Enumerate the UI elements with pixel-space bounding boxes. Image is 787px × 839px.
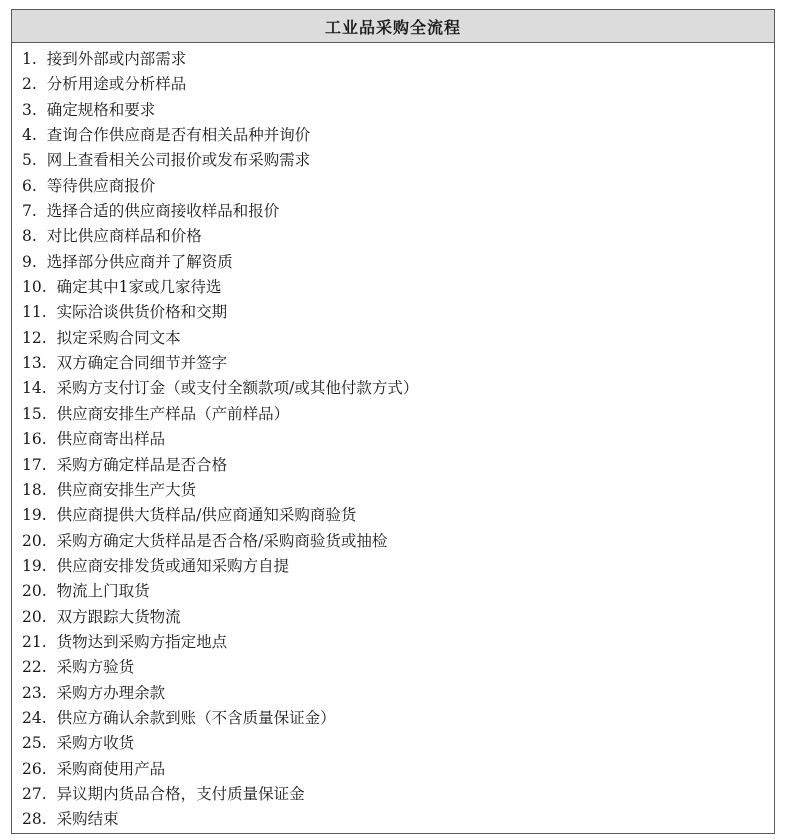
step-text: 采购结束 — [56, 810, 119, 829]
step-list — [12, 43, 774, 833]
list-item — [12, 579, 774, 604]
step-text: 对比供应商样品和价格 — [46, 227, 202, 246]
step-number: 8. — [22, 227, 37, 246]
list-item — [12, 731, 774, 756]
list-item — [12, 98, 774, 123]
step-text: 供应商安排发货或通知采购方自提 — [56, 556, 290, 575]
step-text: 采购方收货 — [56, 734, 135, 753]
step-number: 25. — [22, 734, 47, 753]
step-number: 16. — [22, 430, 47, 449]
step-number: 2. — [22, 75, 37, 94]
list-item — [12, 453, 774, 478]
list-item — [12, 123, 774, 148]
step-text: 网上查看相关公司报价或发布采购需求 — [46, 151, 311, 170]
step-text: 等待供应商报价 — [46, 176, 156, 195]
step-number: 20. — [22, 531, 47, 550]
step-number: 4. — [22, 126, 37, 145]
step-number: 9. — [22, 252, 37, 271]
step-number: 21. — [22, 632, 47, 651]
step-number: 11. — [22, 303, 47, 322]
step-text: 双方确定合同细节并签字 — [56, 354, 228, 373]
step-number: 26. — [22, 759, 47, 778]
step-number: 12. — [22, 328, 47, 347]
list-item — [12, 529, 774, 554]
list-item — [12, 275, 774, 300]
list-item — [12, 503, 774, 528]
process-table — [11, 9, 775, 834]
step-text: 双方跟踪大货物流 — [56, 607, 181, 626]
step-text: 采购方办理余款 — [56, 683, 166, 702]
step-text: 采购方验货 — [56, 658, 135, 677]
step-number: 18. — [22, 480, 47, 499]
step-number: 14. — [22, 379, 47, 398]
step-text: 接到外部或内部需求 — [46, 50, 187, 68]
step-text: 选择部分供应商并了解资质 — [46, 252, 233, 271]
step-text: 供应方确认余款到账（不含质量保证金） — [56, 708, 336, 727]
step-number: 13. — [22, 354, 47, 373]
list-item — [12, 554, 774, 579]
list-item — [12, 630, 774, 655]
list-item — [12, 757, 774, 782]
step-text: 供应商提供大货样品/供应商通知采购商验货 — [56, 506, 357, 525]
list-item — [12, 706, 774, 731]
step-number: 7. — [22, 202, 37, 221]
list-item — [12, 402, 774, 427]
step-text: 供应商寄出样品 — [56, 430, 166, 449]
list-item — [12, 655, 774, 680]
step-text: 采购方确定样品是否合格 — [56, 455, 228, 474]
list-item — [12, 681, 774, 706]
step-text: 实际洽谈供货价格和交期 — [56, 303, 228, 322]
step-text: 拟定采购合同文本 — [56, 328, 181, 347]
step-text: 物流上门取货 — [56, 582, 150, 601]
list-item — [12, 478, 774, 503]
list-item — [12, 148, 774, 173]
list-item — [12, 376, 774, 401]
step-number: 22. — [22, 658, 47, 677]
step-text: 供应商安排生产样品（产前样品） — [56, 404, 290, 423]
step-text: 货物达到采购方指定地点 — [56, 632, 228, 651]
list-item — [12, 427, 774, 452]
step-text: 采购方确定大货样品是否合格/采购商验货或抽检 — [56, 531, 388, 550]
step-number: 15. — [22, 404, 47, 423]
list-item — [12, 326, 774, 351]
step-text: 分析用途或分析样品 — [46, 75, 187, 94]
list-item — [12, 72, 774, 97]
step-number: 20. — [22, 607, 47, 626]
step-number: 23. — [22, 683, 47, 702]
list-item — [12, 47, 774, 72]
list-item — [12, 300, 774, 325]
list-item — [12, 174, 774, 199]
step-number: 20. — [22, 582, 47, 601]
list-item — [12, 782, 774, 807]
step-number: 10. — [22, 278, 47, 297]
list-item — [12, 199, 774, 224]
step-text: 供应商安排生产大货 — [56, 480, 197, 499]
step-number: 3. — [22, 100, 37, 119]
step-number: 5. — [22, 151, 37, 170]
step-text: 查询合作供应商是否有相关品种并询价 — [46, 126, 311, 145]
step-text: 选择合适的供应商接收样品和报价 — [46, 202, 280, 221]
list-item — [12, 807, 774, 832]
step-text: 异议期内货品合格，支付质量保证金 — [56, 784, 305, 803]
step-number: 19. — [22, 506, 47, 525]
step-text: 采购方支付订金（或支付全额款项/或其他付款方式） — [56, 379, 419, 398]
step-number: 6. — [22, 176, 37, 195]
list-item — [12, 351, 774, 376]
list-item — [12, 605, 774, 630]
step-number: 28. — [22, 810, 47, 829]
step-text: 确定规格和要求 — [46, 100, 156, 119]
table-title: 工业品采购全流程 — [12, 10, 774, 43]
list-item — [12, 250, 774, 275]
step-number: 24. — [22, 708, 47, 727]
step-number: 19. — [22, 556, 47, 575]
step-number: 17. — [22, 455, 47, 474]
step-number: 27. — [22, 784, 47, 803]
step-number: 1. — [22, 50, 37, 68]
list-item — [12, 224, 774, 249]
step-text: 采购商使用产品 — [56, 759, 166, 778]
step-text: 确定其中1家或几家待选 — [56, 278, 222, 297]
